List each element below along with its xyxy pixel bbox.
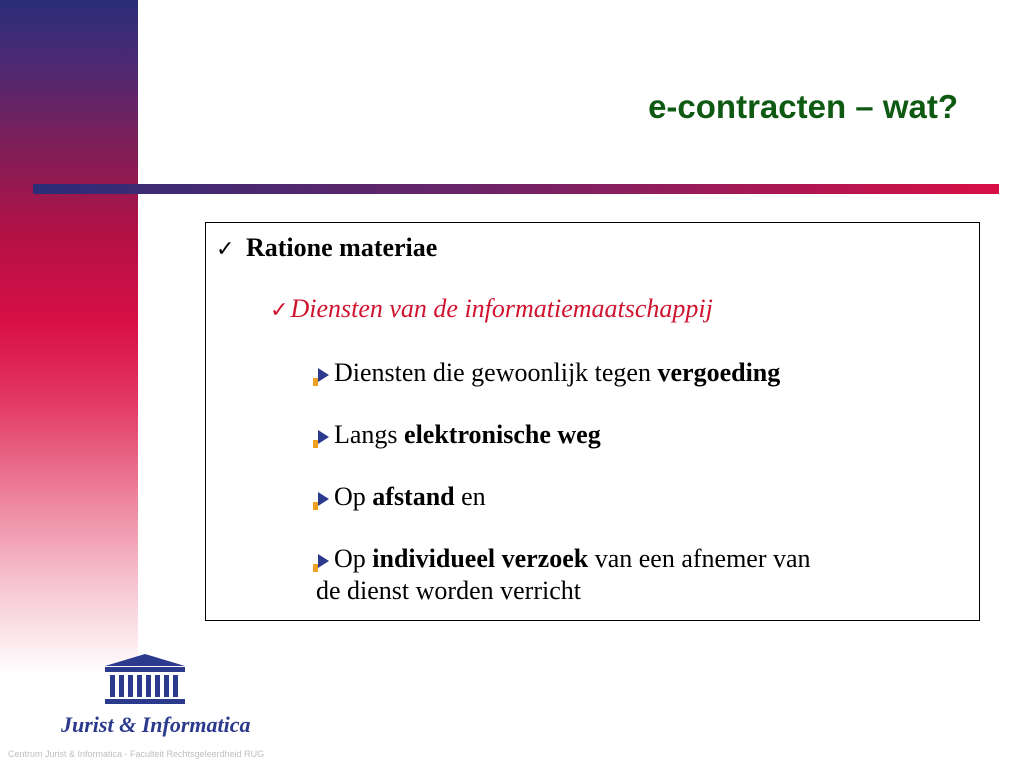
arrow-bullet-icon <box>318 492 329 506</box>
item-bold-text: vergoeding <box>657 358 781 387</box>
level2-text: Diensten van de informatiemaatschappij <box>290 294 713 323</box>
temple-icon <box>55 652 245 712</box>
footer-text: Centrum Jurist & Informatica - Faculteit Rechtsgeleerdheid RUG <box>8 749 265 759</box>
title-divider <box>33 184 999 194</box>
list-item <box>318 419 978 451</box>
list-item <box>318 357 978 389</box>
item-bold-text: individueel verzoek <box>372 544 589 573</box>
list-item <box>318 543 978 607</box>
item-bold-text: afstand <box>372 482 455 511</box>
item-after-text: en <box>454 482 486 511</box>
arrow-bullet-icon <box>318 368 329 382</box>
content-box <box>205 222 980 621</box>
item-text: Diensten die gewoonlijk tegen <box>334 358 658 387</box>
level1-text: Ratione materiae <box>246 233 438 262</box>
arrow-bullet-icon <box>318 554 329 568</box>
item-text: Op <box>334 482 373 511</box>
list-item <box>318 481 978 513</box>
item-text: Langs <box>334 420 405 449</box>
arrow-bullet-icon <box>318 430 329 444</box>
check-icon: ✓ <box>216 236 235 261</box>
item-bold-text: elektronische weg <box>404 420 601 449</box>
item-continuation-text: de dienst worden verricht <box>316 576 581 605</box>
level2-item <box>270 294 713 324</box>
check-icon: ✓ <box>270 297 289 322</box>
logo-text: Jurist & Informatica <box>61 712 251 737</box>
jurist-informatica-logo <box>55 652 251 747</box>
level1-item <box>216 233 437 263</box>
item-text: Op <box>334 544 373 573</box>
slide-title: e-contracten – wat? <box>648 88 958 125</box>
item-after-text: van een afnemer van <box>588 544 811 573</box>
